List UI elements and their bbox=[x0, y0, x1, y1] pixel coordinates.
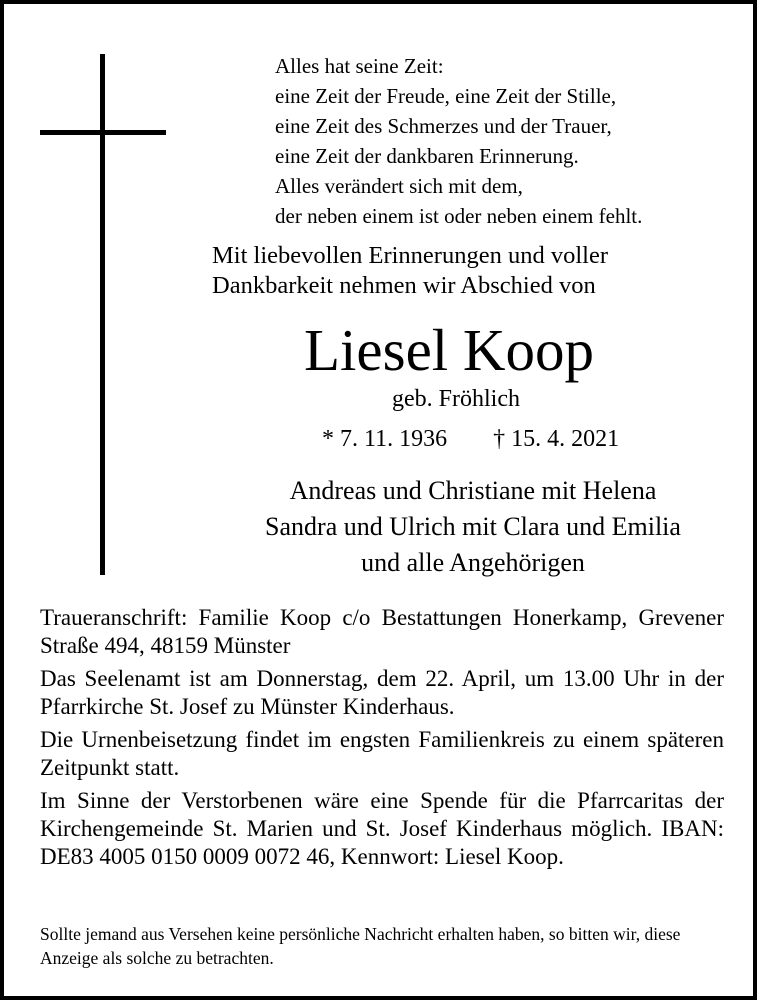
donation-info: Im Sinne der Verstorbenen wäre eine Spende für die Pfarrcaritas der Kirchengemeinde St. Marien und St. Josef Kinderhaus möglich. IBAN: DE83 4005 0150 0009 0072 46, Kennwort: Liesel Koop. bbox=[40, 788, 724, 869]
mourning-address: Traueranschrift: Familie Koop c/o Bestattungen Honerkamp, Grevener Straße 494, 48159 Münster bbox=[40, 605, 724, 658]
intro-line: Mit liebevollen Erinnerungen und voller bbox=[212, 242, 608, 269]
poem-line: Alles hat seine Zeit: bbox=[275, 54, 444, 78]
birth-date: * 7. 11. 1936 bbox=[322, 426, 448, 452]
death-date: † 15. 4. 2021 bbox=[493, 426, 620, 452]
birth-name: geb. Fröhlich bbox=[392, 386, 520, 412]
footnote: Sollte jemand aus Versehen keine persönliche Nachricht erhalten haben, so bitten wir, diese Anzeige als solche zu betrachten. bbox=[40, 924, 681, 968]
mourners-line: Sandra und Ulrich mit Clara und Emilia bbox=[265, 512, 681, 541]
poem-line: eine Zeit der Freude, eine Zeit der Stille, bbox=[275, 84, 617, 108]
mourners-list bbox=[216, 473, 730, 581]
cross-icon-horizontal-beam bbox=[40, 130, 166, 135]
poem-line: Alles verändert sich mit dem, bbox=[275, 174, 523, 198]
deceased-name: Liesel Koop bbox=[304, 317, 595, 383]
poem bbox=[275, 51, 642, 231]
farewell-intro bbox=[212, 241, 608, 301]
mourners-line: und alle Angehörigen bbox=[361, 548, 585, 577]
poem-line: der neben einem ist oder neben einem fehlt. bbox=[275, 204, 643, 228]
notice-details bbox=[40, 604, 724, 873]
poem-line: eine Zeit der dankbaren Erinnerung. bbox=[275, 144, 579, 168]
funeral-service: Das Seelenamt ist am Donnerstag, dem 22. April, um 13.00 Uhr in der Pfarrkirche St. Josef zu Münster Kinderhaus. bbox=[40, 666, 724, 719]
life-dates bbox=[322, 422, 619, 456]
burial-info: Die Urnenbeisetzung findet im engsten Familienkreis zu einem späteren Zeitpunkt statt. bbox=[40, 727, 724, 780]
mourners-line: Andreas und Christiane mit Helena bbox=[289, 476, 657, 505]
poem-line: eine Zeit des Schmerzes und der Trauer, bbox=[275, 114, 612, 138]
intro-line: Dankbarkeit nehmen wir Abschied von bbox=[212, 272, 596, 299]
